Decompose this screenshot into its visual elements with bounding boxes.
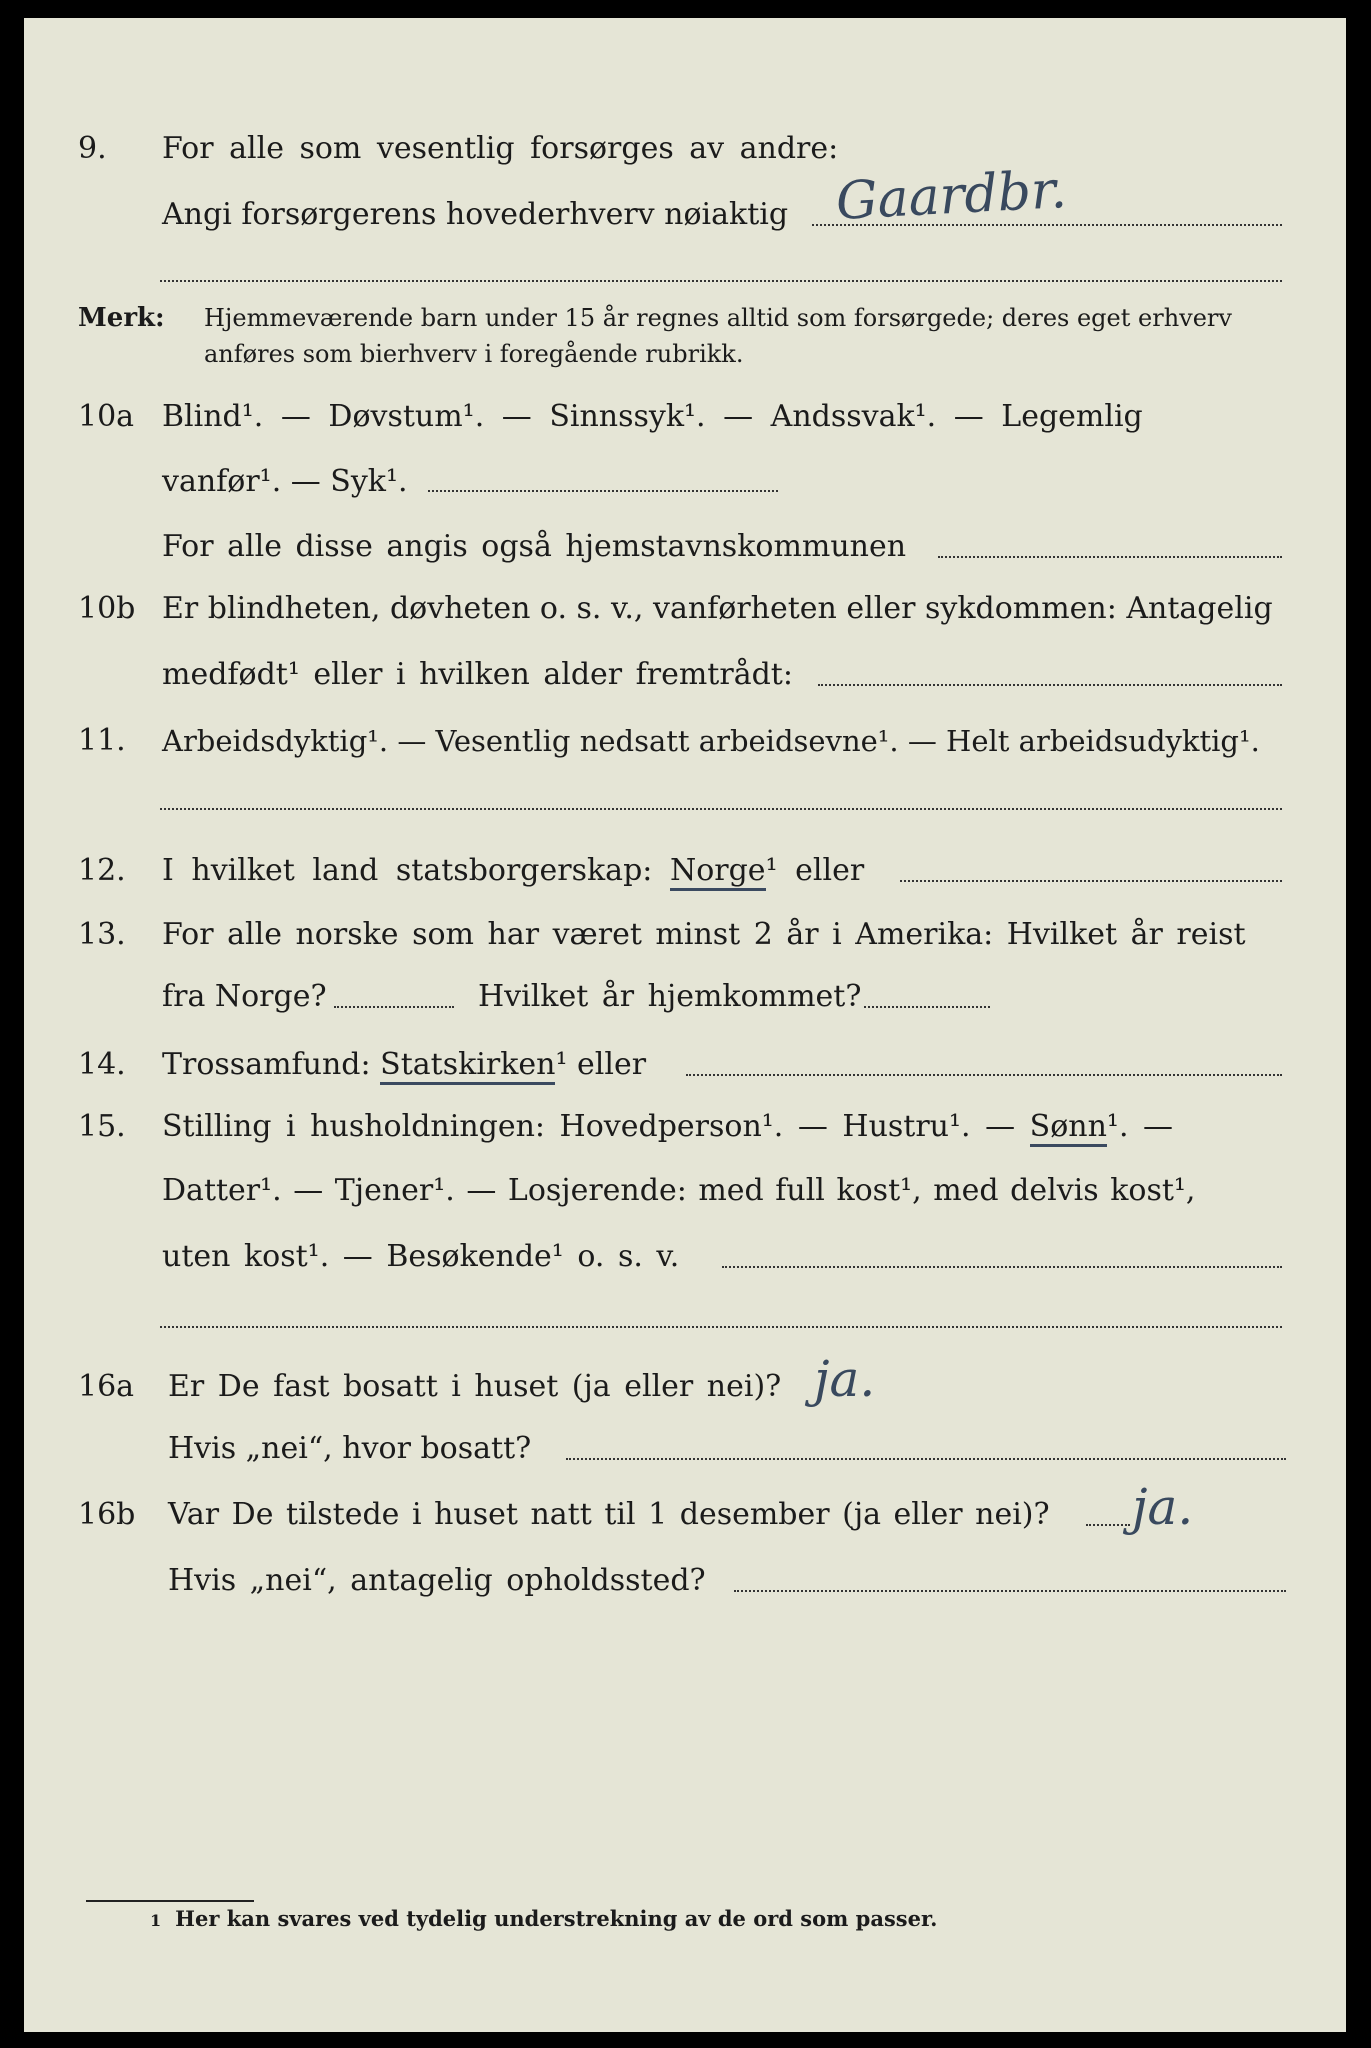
question-number: 10a [78, 399, 135, 434]
footnote-text: Her kan svares ved tydelig understrekning av de ord som passer. [175, 1906, 938, 1931]
question-text-suffix: ¹. — [1106, 1109, 1174, 1144]
question-number: 11. [78, 723, 126, 758]
question-text [162, 1040, 646, 1090]
answer-line [722, 1266, 1282, 1268]
question-number: 16b [78, 1497, 136, 1532]
question-text: fra Norge? [162, 979, 327, 1014]
question-text: Er De fast bosatt i huset (ja eller nei)? [168, 1369, 782, 1404]
question-number: 14. [78, 1047, 126, 1082]
answer-line [818, 684, 1282, 686]
question-text: medfødt¹ eller i hvilken alder fremtrådt: [162, 657, 793, 692]
question-text: Hvilket år hjemkommet? [478, 979, 862, 1014]
question-text: vanfør¹. — Syk¹. [162, 464, 408, 499]
answer-line [334, 1006, 454, 1008]
question-number: 16a [78, 1369, 135, 1404]
question-number: 13. [78, 917, 126, 952]
footnote-rule [86, 1900, 254, 1902]
answer-line [686, 1074, 1282, 1076]
question-text: Hvis „nei“, antagelig opholdssted? [168, 1563, 706, 1598]
question-text-suffix: ¹ eller [555, 1047, 647, 1082]
note-text: anføres som bierhverv i foregående rubrikk. [204, 340, 744, 368]
handwritten-answer: Gaardbr. [834, 160, 1069, 232]
answer-line [160, 1326, 1282, 1328]
note-label: Merk: [78, 303, 165, 333]
answer-line [160, 808, 1282, 810]
footnote [150, 1904, 937, 1936]
question-text: For alle disse angis også hjemstavnskommunen [162, 529, 907, 564]
answer-line [864, 1006, 990, 1008]
question-text-prefix: I hvilket land statsborgerskap: [162, 853, 653, 888]
underlined-answer: Statskirken [380, 1047, 555, 1085]
question-text [162, 1102, 1173, 1152]
question-text: For alle norske som har været minst 2 år i Amerika: Hvilket år reist [162, 917, 1246, 952]
answer-line [566, 1458, 1286, 1460]
underlined-answer: Sønn [1030, 1109, 1107, 1147]
question-text: Angi forsørgerens hovederhverv nøiaktig [162, 197, 789, 232]
answer-line [1086, 1524, 1130, 1526]
answer-line [938, 556, 1282, 558]
question-text: For alle som vesentlig forsørges av andre: [162, 131, 839, 166]
question-text: Var De tilstede i huset natt til 1 desember (ja eller nei)? [168, 1497, 1050, 1532]
question-number: 10b [78, 591, 136, 626]
question-text: Blind¹. — Døvstum¹. — Sinnssyk¹. — Andssvak¹. — Legemlig [162, 399, 1143, 434]
question-text-prefix: Stilling i husholdningen: Hovedperson¹. — Hustru¹. — [162, 1109, 1016, 1144]
note-text: Hjemmeværende barn under 15 år regnes alltid som forsørgede; deres eget erhverv [204, 304, 1232, 332]
question-text: Er blindheten, døvheten o. s. v., vanførheten eller sykdommen: Antagelig [162, 591, 1273, 626]
question-number: 15. [78, 1109, 126, 1144]
answer-line [428, 490, 778, 492]
answer-line [900, 880, 1282, 882]
question-number: 12. [78, 853, 126, 888]
footnote-mark: 1 [150, 1911, 162, 1930]
question-text [162, 846, 864, 896]
answer-line [160, 280, 1282, 282]
question-text: Datter¹. — Tjener¹. — Losjerende: med full kost¹, med delvis kost¹, [162, 1173, 1196, 1208]
question-text-prefix: Trossamfund: [162, 1047, 371, 1082]
underlined-answer: Norge [670, 853, 766, 891]
question-text: Hvis „nei“, hvor bosatt? [168, 1431, 532, 1466]
question-number: 9. [78, 131, 107, 166]
question-text-suffix: ¹ eller [765, 853, 865, 888]
answer-line [812, 224, 1282, 226]
question-text: Arbeidsdyktig¹. — Vesentlig nedsatt arbeidsevne¹. — Helt arbeidsudyktig¹. [162, 724, 1260, 758]
handwritten-answer: ja. [814, 1350, 876, 1408]
answer-line [734, 1590, 1286, 1592]
handwritten-answer: ja. [1132, 1478, 1194, 1536]
question-text: uten kost¹. — Besøkende¹ o. s. v. [162, 1239, 680, 1274]
